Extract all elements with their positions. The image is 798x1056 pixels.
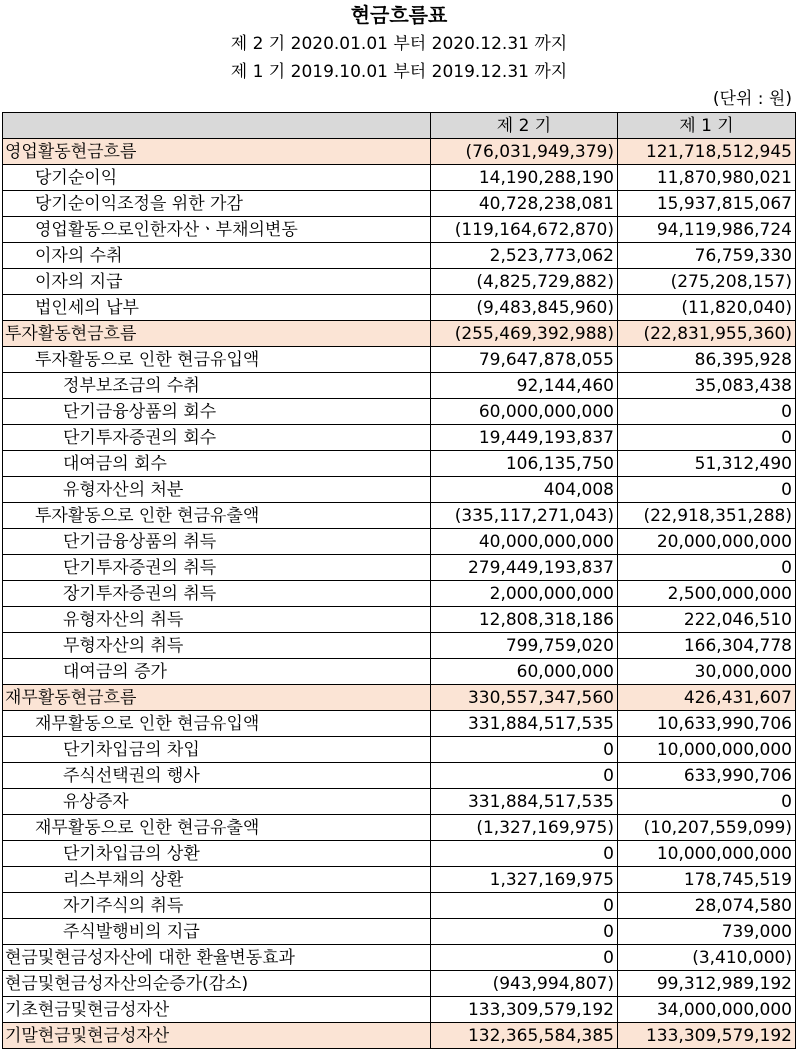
table-row [3,165,796,191]
row-label: 단기차입금의 상환 [3,841,431,867]
row-label: 기말현금및현금성자산 [3,1023,431,1049]
value-period-2: 0 [431,893,618,919]
value-period-2: 60,000,000 [431,659,618,685]
table-row [3,1023,796,1049]
period-prior: 제 1 기 2019.10.01 부터 2019.12.31 까지 [230,62,568,82]
row-label: 법인세의 납부 [3,295,431,321]
table-row [3,867,796,893]
value-period-1: 10,000,000,000 [618,737,796,763]
value-period-1: 633,990,706 [618,763,796,789]
table-row [3,893,796,919]
value-period-2: 133,309,579,192 [431,997,618,1023]
header-label-cell [3,113,431,139]
value-period-2: 2,000,000,000 [431,581,618,607]
row-label: 현금및현금성자산의순증가(감소) [3,971,431,997]
table-row [3,321,796,347]
table-row [3,997,796,1023]
row-label: 자기주식의 취득 [3,893,431,919]
table-row [3,763,796,789]
row-label: 유형자산의 처분 [3,477,431,503]
value-period-1: (11,820,040) [618,295,796,321]
value-period-2: 0 [431,945,618,971]
value-period-1: 86,395,928 [618,347,796,373]
table-row [3,529,796,555]
table-row [3,243,796,269]
table-row [3,815,796,841]
value-period-2: 0 [431,737,618,763]
value-period-1: 0 [618,789,796,815]
value-period-2: 60,000,000,000 [431,399,618,425]
value-period-1: 34,000,000,000 [618,997,796,1023]
row-label: 투자활동현금흐름 [3,321,431,347]
value-period-1: 20,000,000,000 [618,529,796,555]
row-label: 이자의 수취 [3,243,431,269]
table-row [3,425,796,451]
table-row [3,685,796,711]
row-label: 당기순이익 [3,165,431,191]
table-row [3,347,796,373]
value-period-2: (335,117,271,043) [431,503,618,529]
value-period-1: 0 [618,425,796,451]
value-period-1: 51,312,490 [618,451,796,477]
row-label: 단기투자증권의 회수 [3,425,431,451]
row-label: 대여금의 증가 [3,659,431,685]
value-period-1: 28,074,580 [618,893,796,919]
table-row [3,581,796,607]
table-row [3,217,796,243]
value-period-2: 92,144,460 [431,373,618,399]
value-period-1: (22,918,351,288) [618,503,796,529]
value-period-2: 0 [431,841,618,867]
table-row [3,503,796,529]
value-period-1: 94,119,986,724 [618,217,796,243]
row-label: 투자활동으로 인한 현금유입액 [3,347,431,373]
table-row [3,295,796,321]
row-label: 유형자산의 취득 [3,607,431,633]
table-row [3,373,796,399]
value-period-1: 99,312,989,192 [618,971,796,997]
value-period-2: 14,190,288,190 [431,165,618,191]
row-label: 주식선택권의 행사 [3,763,431,789]
row-label: 단기금융상품의 회수 [3,399,431,425]
row-label: 현금및현금성자산에 대한 환율변동효과 [3,945,431,971]
value-period-2: 1,327,169,975 [431,867,618,893]
table-row [3,789,796,815]
value-period-2: 132,365,584,385 [431,1023,618,1049]
table-header-row [3,113,796,139]
table-row [3,269,796,295]
table-row [3,659,796,685]
row-label: 단기금융상품의 취득 [3,529,431,555]
row-label: 영업활동으로인한자산ㆍ부채의변동 [3,217,431,243]
table-row [3,737,796,763]
period-current: 제 2 기 2020.01.01 부터 2020.12.31 까지 [230,34,568,54]
row-label: 정부보조금의 수취 [3,373,431,399]
value-period-1: 0 [618,399,796,425]
value-period-1: 10,633,990,706 [618,711,796,737]
value-period-1: (275,208,157) [618,269,796,295]
report-header [0,0,798,86]
value-period-1: 426,431,607 [618,685,796,711]
row-label: 무형자산의 취득 [3,633,431,659]
value-period-1: 166,304,778 [618,633,796,659]
value-period-2: 799,759,020 [431,633,618,659]
row-label: 재무활동현금흐름 [3,685,431,711]
row-label: 리스부채의 상환 [3,867,431,893]
value-period-2: (9,483,845,960) [431,295,618,321]
row-label: 재무활동으로 인한 현금유입액 [3,711,431,737]
value-period-1: 222,046,510 [618,607,796,633]
value-period-2: 79,647,878,055 [431,347,618,373]
value-period-1: 178,745,519 [618,867,796,893]
value-period-2: 331,884,517,535 [431,789,618,815]
row-label: 주식발행비의 지급 [3,919,431,945]
row-label: 유상증자 [3,789,431,815]
header-period-2: 제 2 기 [431,113,618,139]
table-row [3,191,796,217]
value-period-2: 0 [431,919,618,945]
value-period-1: (10,207,559,099) [618,815,796,841]
row-label: 투자활동으로 인한 현금유출액 [3,503,431,529]
value-period-1: 133,309,579,192 [618,1023,796,1049]
table-row [3,477,796,503]
table-row [3,399,796,425]
row-label: 당기순이익조정을 위한 가감 [3,191,431,217]
value-period-2: 0 [431,763,618,789]
value-period-2: 330,557,347,560 [431,685,618,711]
table-row [3,555,796,581]
value-period-2: 331,884,517,535 [431,711,618,737]
value-period-1: (3,410,000) [618,945,796,971]
value-period-2: 12,808,318,186 [431,607,618,633]
value-period-1: 15,937,815,067 [618,191,796,217]
value-period-2: (943,994,807) [431,971,618,997]
row-label: 단기차입금의 차입 [3,737,431,763]
cash-flow-table [2,112,796,1049]
table-row [3,919,796,945]
value-period-1: 0 [618,555,796,581]
value-period-2: (119,164,672,870) [431,217,618,243]
row-label: 기초현금및현금성자산 [3,997,431,1023]
value-period-2: (1,327,169,975) [431,815,618,841]
value-period-2: 40,728,238,081 [431,191,618,217]
table-row [3,841,796,867]
value-period-2: 2,523,773,062 [431,243,618,269]
table-row [3,945,796,971]
value-period-1: 11,870,980,021 [618,165,796,191]
table-row [3,711,796,737]
value-period-1: 30,000,000 [618,659,796,685]
header-period-1: 제 1 기 [618,113,796,139]
value-period-2: 19,449,193,837 [431,425,618,451]
value-period-2: (76,031,949,379) [431,139,618,165]
value-period-1: 2,500,000,000 [618,581,796,607]
value-period-2: 106,135,750 [431,451,618,477]
value-period-1: 0 [618,477,796,503]
value-period-1: 121,718,512,945 [618,139,796,165]
value-period-2: 404,008 [431,477,618,503]
value-period-2: 279,449,193,837 [431,555,618,581]
report-title: 현금흐름표 [350,3,448,27]
table-row [3,451,796,477]
row-label: 영업활동현금흐름 [3,139,431,165]
row-label: 대여금의 회수 [3,451,431,477]
value-period-2: (4,825,729,882) [431,269,618,295]
unit-label: (단위 : 원) [712,89,792,109]
row-label: 재무활동으로 인한 현금유출액 [3,815,431,841]
value-period-1: 35,083,438 [618,373,796,399]
value-period-1: 76,759,330 [618,243,796,269]
row-label: 이자의 지급 [3,269,431,295]
value-period-1: 739,000 [618,919,796,945]
table-row [3,607,796,633]
value-period-2: (255,469,392,988) [431,321,618,347]
value-period-2: 40,000,000,000 [431,529,618,555]
row-label: 장기투자증권의 취득 [3,581,431,607]
value-period-1: 10,000,000,000 [618,841,796,867]
value-period-1: (22,831,955,360) [618,321,796,347]
table-row [3,971,796,997]
table-row [3,139,796,165]
table-row [3,633,796,659]
row-label: 단기투자증권의 취득 [3,555,431,581]
